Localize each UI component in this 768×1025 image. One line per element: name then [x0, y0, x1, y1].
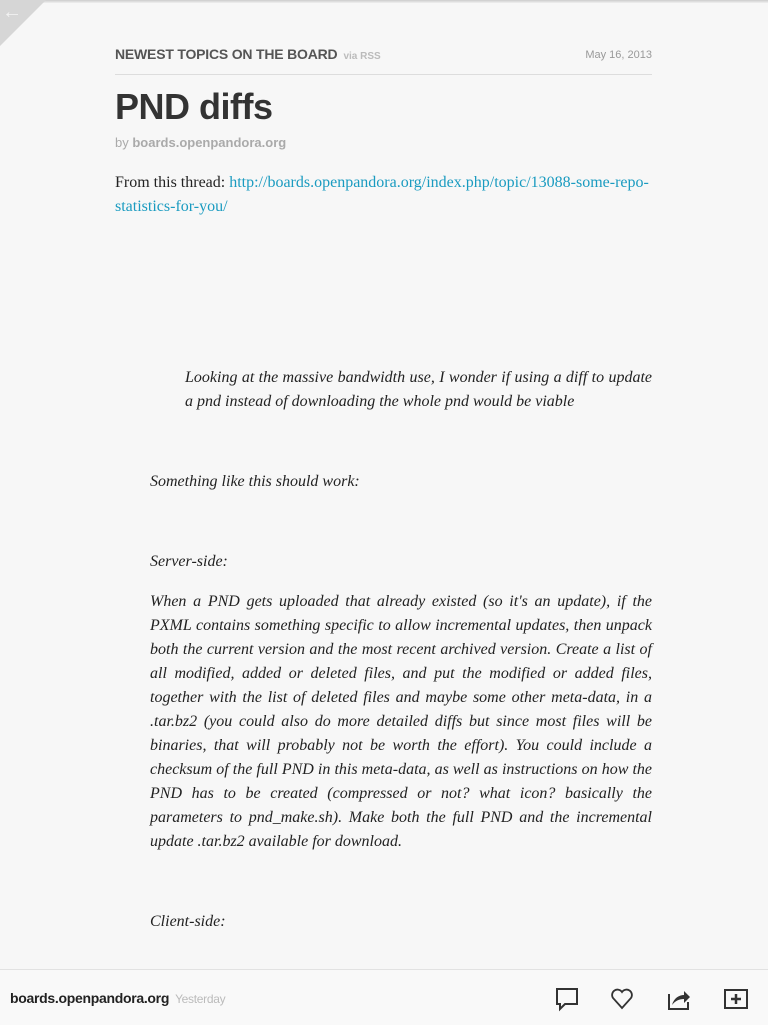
timestamp: Yesterday [175, 992, 226, 1006]
intro [115, 171, 652, 219]
share-icon[interactable] [666, 986, 692, 1012]
back-arrow-icon: ← [2, 1, 22, 23]
by-label: by [115, 135, 129, 150]
comment-icon[interactable] [554, 986, 580, 1012]
article-body [115, 171, 652, 934]
article-header [115, 46, 652, 75]
heart-icon[interactable] [609, 986, 635, 1012]
quote: Looking at the massive bandwidth use, I wonder if using a diff to update a pnd instead of downloading the whole pnd would be viable [185, 369, 652, 410]
footer-source [10, 990, 225, 1006]
byline [115, 135, 286, 150]
thread-link[interactable]: http://boards.openpandora.org/index.php/topic/13088-some-repo-statistics-for-you/ [115, 174, 649, 215]
section-title: NEWEST TOPICS ON THE BOARD [115, 46, 338, 62]
date: May 16, 2013 [585, 49, 652, 61]
paragraph: When a PND gets uploaded that already existed (so it's an update), if the PXML contains something specific to allow incremental updates, then unpack both the current version and the most recent archived version. Create a list of all modified, added or deleted files, and put the modified or added files, together with the list of deleted files and maybe some other meta-data, in a .tar.bz2 (you could also do more detailed diffs but since most files will be binaries, that will probably not be worth the effort). You could include a checksum of the full PND in this meta-data, as well as instructions on how the PND has to be created (compressed or not? what icon? basically the parameters to pnd_make.sh). Make both the full PND and the incremental update .tar.bz2 available for download. [150, 593, 652, 850]
source-name[interactable]: boards.openpandora.org [10, 990, 170, 1006]
add-icon[interactable] [723, 986, 749, 1012]
paragraph: Client-side: [150, 913, 226, 930]
intro-text: From this thread: [115, 174, 230, 191]
top-edge [0, 0, 768, 3]
back-button[interactable] [0, 0, 46, 46]
page-title: PND diffs [115, 86, 273, 127]
via-label: via RSS [343, 51, 381, 62]
paragraph: Server-side: [150, 553, 228, 570]
paragraph: Something like this should work: [150, 473, 360, 490]
footer-bar [0, 969, 768, 1025]
author: boards.openpandora.org [132, 135, 287, 150]
